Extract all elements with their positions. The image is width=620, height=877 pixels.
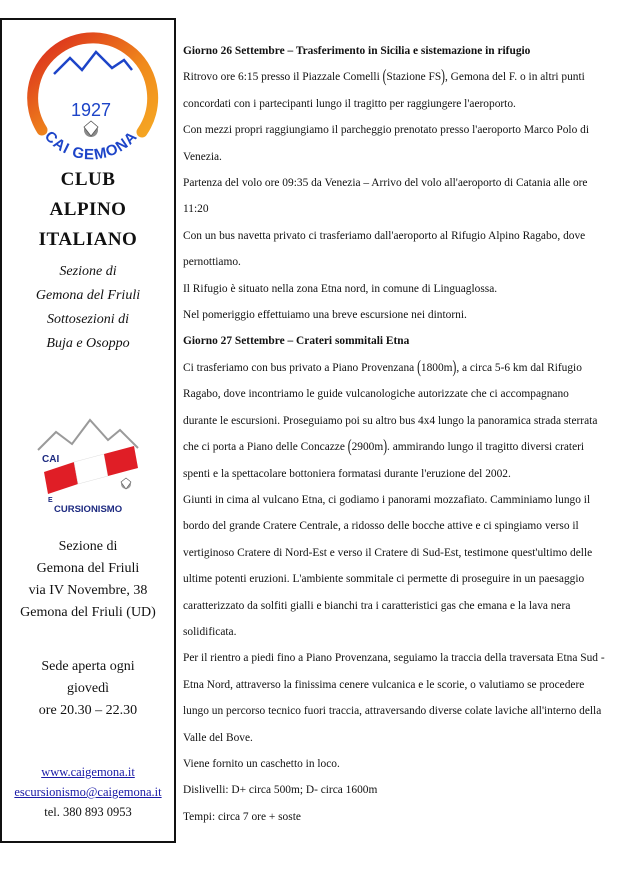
club-line-1: CLUB	[60, 169, 116, 190]
cai-escursionismo-logo	[34, 410, 144, 518]
hours-line-1: Sede aperta ogni	[41, 659, 135, 674]
station-name: Stazione FS	[386, 71, 442, 84]
address-line-2: Gemona del Friuli	[36, 561, 140, 576]
esc-logo-cai: CAI	[42, 454, 60, 465]
main-content	[183, 38, 605, 830]
hours-line-2: giovedì	[67, 681, 109, 696]
sezione-block	[2, 260, 174, 356]
day1-heading: Giorno 26 Settembre – Trasferimento in Sicilia e sistemazione in rifugio	[183, 45, 531, 57]
club-line-3: ITALIANO	[38, 229, 138, 250]
esc-logo-e: E	[48, 497, 53, 504]
address-line-1: Sezione di	[58, 539, 118, 554]
paragraph-return: Per il rientro a piedi fino a Piano Provenzana, seguiamo la traccia della traversata Etna Sud -Etna Nord, attraverso la finissima cenere vulcanica e le scorie, o valutiamo se procedere lungo un percorso tecnico fuori traccia, attraversando diverse colate laviche all'interno della Valle del Bove.	[183, 652, 605, 744]
club-title	[2, 165, 174, 255]
website-link[interactable]: www.caigemona.it	[41, 765, 135, 779]
paragraph-elevation: Dislivelli: D+ circa 500m; D- circa 1600m	[183, 784, 378, 797]
sezione-line-1: Sezione di	[59, 264, 117, 279]
sezione-line-2: Gemona del Friuli	[35, 288, 141, 303]
altitude-concazze: 2900m	[351, 441, 384, 454]
day2-heading: Giorno 27 Settembre – Crateri sommitali Etna	[183, 335, 410, 348]
paragraph-times: Tempi: circa 7 ore + soste	[183, 810, 301, 823]
cai-emblem-small-icon	[121, 478, 131, 489]
address-block	[2, 536, 174, 624]
opening-hours	[2, 656, 174, 722]
esc-logo-text: CURSIONISMO	[54, 504, 123, 515]
phone-number: tel. 380 893 0953	[44, 805, 132, 819]
paragraph-parking: Con mezzi propri raggiungiamo il parcheggio prenotato presso l'aeroporto Marco Polo di Venezia.	[183, 124, 589, 163]
hours-line-3: ore 20.30 – 22.30	[38, 703, 138, 718]
logo-name: CAI GEMONA	[41, 127, 141, 164]
address-line-4: Gemona del Friuli (UD)	[20, 605, 156, 620]
paragraph-flight: Partenza del volo ore 09:35 da Venezia – Arrivo del volo all'aeroporto di Catania alle ore 11:20	[183, 177, 588, 216]
contacts	[2, 762, 174, 822]
cai-gemona-logo	[20, 26, 162, 166]
sezione-line-3: Sottosezioni di	[46, 312, 130, 327]
email-link[interactable]: escursionismo@caigemona.it	[14, 785, 162, 799]
address-line-3: via IV Novembre, 38	[28, 583, 148, 598]
paragraph-afternoon: Nel pomeriggio effettuiamo una breve escursione nei dintorni.	[183, 309, 467, 322]
cai-emblem-icon	[84, 121, 98, 137]
sezione-line-4: Buja e Osoppo	[46, 336, 130, 351]
club-line-2: ALPINO	[49, 199, 127, 220]
sidebar	[0, 18, 176, 843]
logo-year: 1927	[70, 100, 112, 120]
paragraph-transfer: Ci trasferiamo con bus privato a Piano Provenzana (1800m), a circa 5-6 km dal Rifugio Ragabo, dove incontriamo le guide vulcanologiche autorizzate che ci accompagnano durante le escursioni. Proseguiamo poi su altro bus 4x4 lungo la panoramica strada sterrata che ci porta a Piano delle Concazze (2900m). ammirando lungo il tragitto diversi crateri spenti e la spettacolare bottoniera formatasi durante l'eruzione del 2002.	[183, 358, 598, 480]
paragraph-meeting: Ritrovo ore 6:15 presso il Piazzale Comelli (Stazione FS), Gemona del F. o in altri punti concordati con i partecipanti lungo il tragitto per raggiungere l'aeroporto.	[183, 67, 585, 110]
paragraph-shuttle: Con un bus navetta privato ci trasferiamo dall'aeroporto al Rifugio Alpino Ragabo, dove pernottiamo.	[183, 229, 586, 269]
paragraph-summit: Giunti in cima al vulcano Etna, ci godiamo i panorami mozzafiato. Camminiamo lungo il bordo del grande Cratere Centrale, a ridosso delle bocche attive e ci spingiamo verso il vertiginoso Cratere di Nord-Est e verso il Cratere di Sud-Est, testimone quest'ultimo delle ultime potenti eruzioni. L'ambiente sommitale ci permette di proseguire in un paesaggio caratterizzato da solfiti gialli e bianchi tra i caratteristici gas che emana e la lava nera solidificata.	[183, 493, 593, 638]
paragraph-location: Il Rifugio è situato nella zona Etna nord, in comune di Linguaglossa.	[183, 282, 498, 295]
altitude-provenzana: 1800m	[420, 361, 453, 374]
paragraph-helmet: Viene fornito un caschetto in loco.	[183, 757, 340, 770]
